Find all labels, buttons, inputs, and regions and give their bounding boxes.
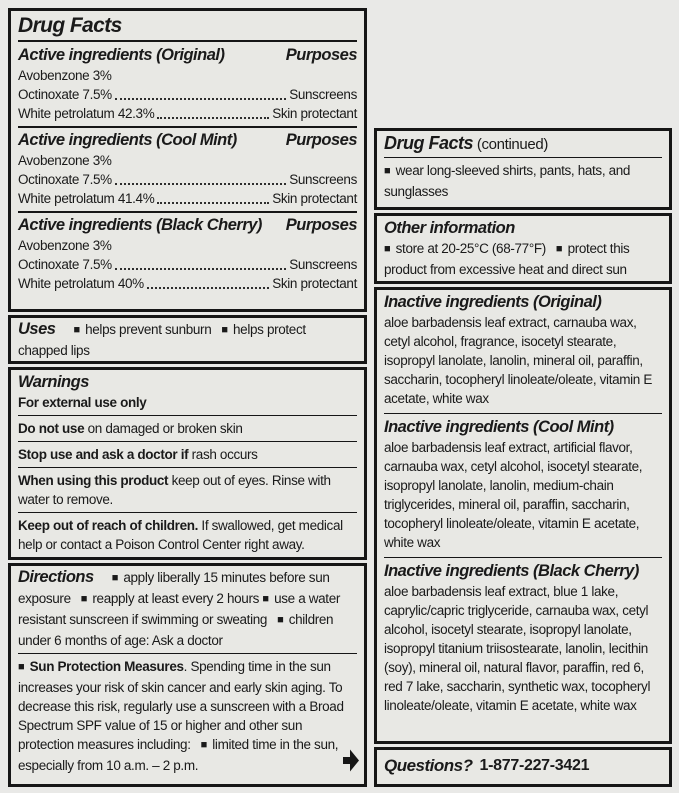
inactive-ingredients-panel [374, 287, 672, 744]
divider [18, 211, 357, 213]
uses-title: Uses [18, 320, 56, 338]
directions-title: Directions [18, 568, 94, 586]
ingredient-row: White petrolatum 42.3% Skin protectant [18, 106, 357, 121]
ingredient-row: Octinoxate 7.5% Sunscreens [18, 172, 357, 187]
ingredient-row: Octinoxate 7.5% Sunscreens [18, 87, 357, 102]
drug-facts-title: Drug Facts [18, 14, 122, 37]
warning-entry: For external use only [18, 395, 147, 410]
purposes-label: Purposes [285, 46, 357, 64]
purposes-label: Purposes [285, 131, 357, 149]
warning-entry: When using this product keep out of eyes. Rinse with water to remove. [18, 473, 331, 507]
warnings-panel [8, 367, 367, 560]
bullet-icon: ■ [277, 614, 284, 626]
drug-facts-continued-panel [374, 128, 672, 210]
inactive-section-original [384, 292, 662, 408]
continued-title: Drug Facts (continued) [384, 133, 549, 153]
section-title: Active ingredients (Cool Mint) [18, 131, 237, 149]
divider [18, 40, 357, 42]
divider [384, 557, 662, 558]
questions-label: Questions? [384, 755, 473, 775]
divider [18, 126, 357, 128]
active-section-original [18, 45, 357, 123]
inactive-section-black-cherry [384, 561, 662, 715]
active-section-cool-mint [18, 130, 357, 208]
divider [18, 441, 357, 442]
bullet-icon: ■ [73, 324, 81, 336]
directions-panel [8, 563, 367, 787]
active-ingredients-panel [8, 8, 367, 312]
section-title: Inactive ingredients (Black Cherry) [384, 562, 639, 580]
bullet-icon: ■ [384, 165, 391, 177]
other-information-text: ■ store at 20-25°C (68-77°F) ■ protect this product from excessive heat and direct sun [384, 241, 630, 277]
bullet-icon: ■ [555, 243, 563, 255]
ingredient-row: Avobenzone 3% [18, 68, 112, 83]
uses-text: Uses ■ helps prevent sunburn ■ helps protect chapped lips [18, 320, 306, 358]
left-column [8, 8, 367, 787]
questions-phone: 1-877-227-3421 [479, 756, 590, 774]
inactive-section-cool-mint [384, 417, 662, 552]
bullet-icon: ■ [18, 661, 25, 673]
bullet-icon: ■ [200, 739, 208, 751]
warnings-title: Warnings [18, 373, 89, 391]
divider [18, 415, 357, 416]
bullet-icon: ■ [384, 243, 391, 255]
section-title: Inactive ingredients (Cool Mint) [384, 418, 614, 436]
dot-leader [115, 183, 286, 185]
bullet-icon: ■ [80, 593, 88, 605]
right-column [374, 128, 672, 787]
bullet-icon: ■ [221, 324, 229, 336]
active-section-black-cherry [18, 215, 357, 293]
ingredient-row: Avobenzone 3% [18, 238, 112, 253]
dot-leader [157, 117, 269, 119]
warning-entry: Stop use and ask a doctor if rash occurs [18, 447, 258, 462]
ingredient-list: aloe barbadensis leaf extract, artificial flavor, carnauba wax, cetyl alcohol, isocetyl stearate, isopropyl lanolate, lanolin, medium-chain triglycerides, mineral oil, paraffin, saccharin, tocopheryl linoleate/oleate, vitamin E acetate, white wax [384, 440, 643, 550]
uses-panel [8, 315, 367, 364]
continued-arrow-icon [343, 749, 359, 777]
sun-protection-text: ■ Sun Protection Measures. Spending time in the sun increases your risk of skin cancer and early skin aging. To decrease this risk, regularly use a sunscreen with a Broad Spectrum SPF value of 15 or higher and other sun protection measures including: ■ limited time in the sun, especially from 10 a.m. – 2 p.m. [18, 659, 344, 773]
divider [18, 467, 357, 468]
section-title: Active ingredients (Original) [18, 46, 225, 64]
divider [384, 157, 662, 158]
continued-text: ■ wear long-sleeved shirts, pants, hats, and sunglasses [384, 163, 631, 199]
divider [18, 512, 357, 513]
other-information-title: Other information [384, 219, 515, 237]
ingredient-row: White petrolatum 41.4% Skin protectant [18, 191, 357, 206]
ingredient-list: aloe barbadensis leaf extract, carnauba wax, cetyl alcohol, fragrance, isocetyl stearate, isopropyl lanolate, lanolin, mineral oil, paraffin, saccharin, tocopheryl linoleate/oleate, vitamin E acetate, white wax [384, 315, 653, 406]
section-title: Active ingredients (Black Cherry) [18, 216, 262, 234]
dot-leader [115, 268, 286, 270]
purposes-label: Purposes [285, 216, 357, 234]
directions-text: Directions ■ apply liberally 15 minutes before sun exposure ■ reapply at least every 2 hours ■ use a water resistant sunscreen if swimming or sweating ■ children under 6 months of age: Ask a doctor [18, 568, 341, 648]
other-information-panel [374, 213, 672, 284]
divider [384, 413, 662, 414]
dot-leader [115, 98, 286, 100]
warning-entry: Keep out of reach of children. If swallowed, get medical help or contact a Poison Control Center right away. [18, 518, 343, 552]
ingredient-row: Avobenzone 3% [18, 153, 112, 168]
bullet-icon: ■ [262, 593, 270, 605]
section-title: Inactive ingredients (Original) [384, 293, 602, 311]
ingredient-row: Octinoxate 7.5% Sunscreens [18, 257, 357, 272]
ingredient-row: White petrolatum 40% Skin protectant [18, 276, 357, 291]
divider [18, 653, 357, 654]
dot-leader [147, 287, 269, 289]
bullet-icon: ■ [111, 572, 119, 584]
warning-entry: Do not use on damaged or broken skin [18, 421, 243, 436]
ingredient-list: aloe barbadensis leaf extract, blue 1 lake, caprylic/capric triglyceride, carnauba wax, cetyl alcohol, isocetyl stearate, isopropyl lanolate, isopropyl titanium triisostearate, lanolin, lecithin (soy), mineral oil, natural flavor, paraffin, red 6, red 7 lake, saccharin, synthetic wax, tocopheryl linoleate/oleate, vitamin E acetate, white wax [384, 584, 651, 713]
questions-panel [374, 747, 672, 787]
dot-leader [157, 202, 269, 204]
